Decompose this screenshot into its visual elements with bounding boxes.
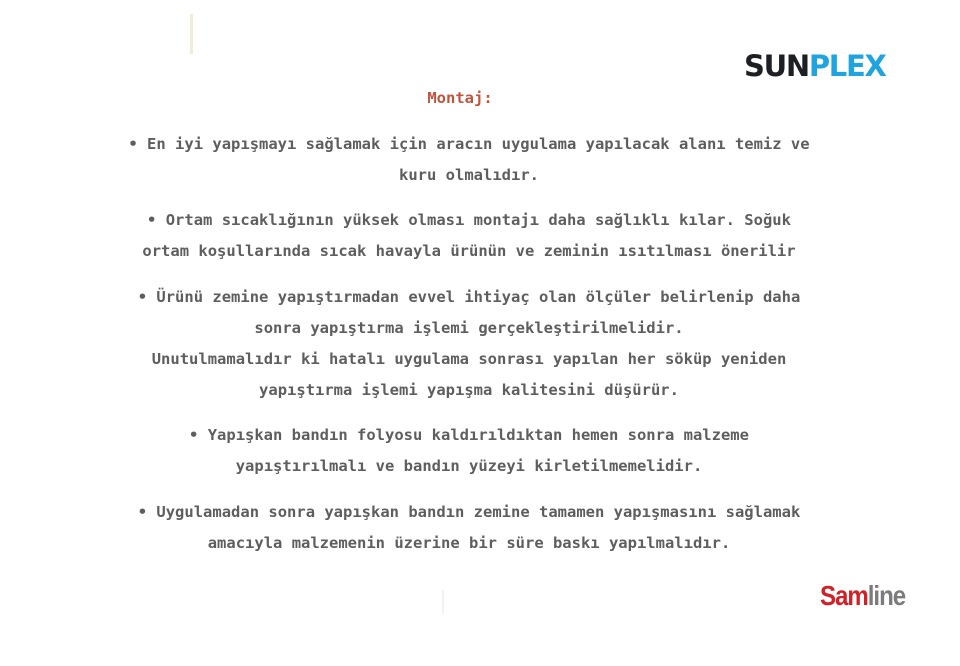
paragraph-line: amacıyla malzemenin üzerine bir süre baskı yapılmalıdır.: [207, 534, 731, 552]
instruction-paragraph: [24, 420, 914, 482]
paragraph-line: sonra yapıştırma işlemi gerçekleştirilmelidir.: [254, 319, 684, 337]
samline-logo-part-a: Sam: [820, 580, 868, 611]
paragraph-line: yapıştırılmalı ve bandın yüzeyi kirletilmemelidir.: [235, 457, 703, 475]
samline-logo: [820, 578, 905, 614]
paragraph-line: ortam koşullarında sıcak havayla ürünün ve zeminin ısıtılması önerilir: [142, 242, 796, 260]
paragraph-line: • Ürünü zemine yapıştırmadan evvel ihtiyaç olan ölçüler belirlenip daha: [137, 288, 801, 306]
paragraph-line: • En iyi yapışmayı sağlamak için aracın uygulama yapılacak alanı temiz ve: [128, 135, 810, 153]
paragraph-line: • Yapışkan bandın folyosu kaldırıldıktan hemen sonra malzeme: [189, 426, 749, 444]
instruction-paragraph: [24, 282, 914, 406]
samline-logo-part-b: line: [867, 580, 906, 611]
sunplex-logo-part-a: SUN: [744, 48, 809, 83]
paragraph-line: yapıştırma işlemi yapışma kalitesini düşürür.: [259, 381, 679, 399]
paragraph-line: • Ortam sıcaklığının yüksek olması montajı daha sağlıklı kılar. Soğuk: [147, 211, 791, 229]
paragraph-line: kuru olmalıdır.: [399, 166, 539, 184]
paragraph-line: Unutulmamalıdır ki hatalı uygulama sonrası yapılan her söküp yeniden: [151, 350, 787, 368]
section-title: Montaj:: [427, 89, 493, 107]
instruction-paragraph: [24, 497, 914, 559]
instruction-paragraph: [24, 129, 914, 191]
instruction-paragraph: [24, 205, 914, 267]
sunplex-logo-part-b: PLEX: [808, 48, 886, 83]
paragraph-line: • Uygulamadan sonra yapışkan bandın zemine tamamen yapışmasını sağlamak: [137, 503, 801, 521]
